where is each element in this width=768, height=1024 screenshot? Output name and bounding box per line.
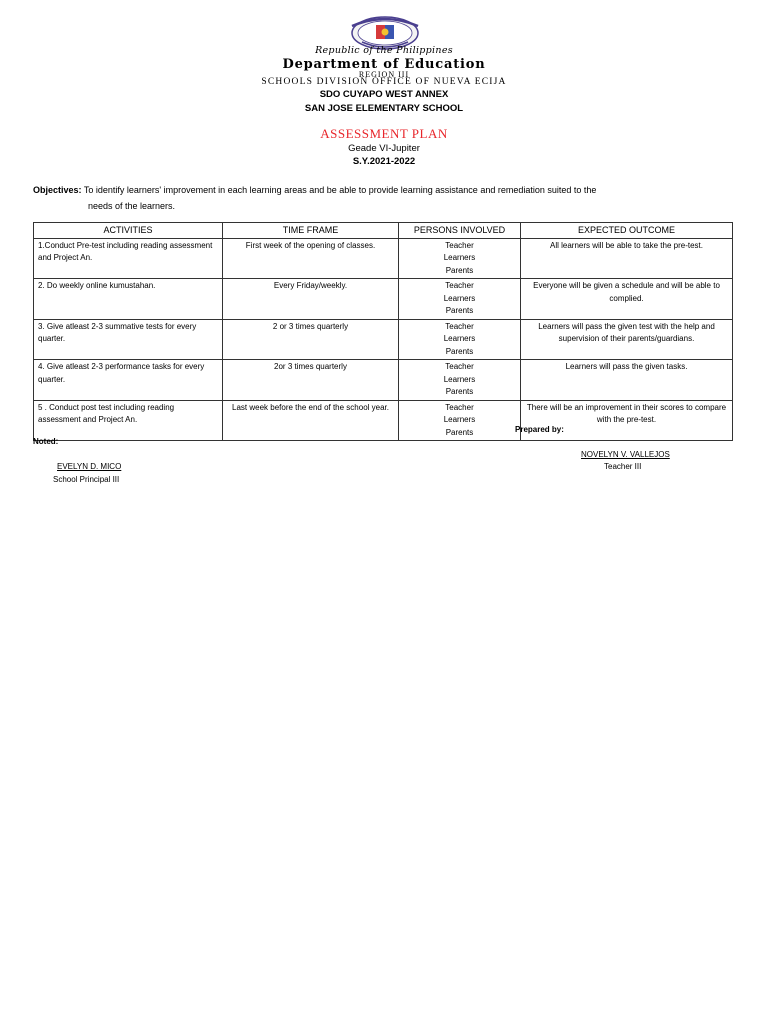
activity-cell: 1.Conduct Pre-test including reading assessment and Project An. xyxy=(34,238,223,279)
time-frame-cell: First week of the opening of classes. xyxy=(223,238,399,279)
table-row xyxy=(34,319,733,360)
activity-cell: 4. Give atleast 2-3 performance tasks for every quarter. xyxy=(34,360,223,401)
person-item: Learners xyxy=(443,293,476,303)
time-frame-cell: 2or 3 times quarterly xyxy=(223,360,399,401)
document-title: ASSESSMENT PLAN xyxy=(320,126,448,141)
school-name: SAN JOSE ELEMENTARY SCHOOL xyxy=(304,103,464,114)
activity-cell: 2. Do weekly online kumustahan. xyxy=(34,279,223,320)
noted-label: Noted: xyxy=(33,437,59,446)
person-item: Learners xyxy=(443,253,476,262)
header-expected-outcome: EXPECTED OUTCOME xyxy=(521,223,733,239)
activity-cell: 5 . Conduct post test including reading assessment and Project An. xyxy=(34,400,223,441)
table-row xyxy=(34,400,733,441)
region-line: REGION III xyxy=(358,70,410,79)
table-row xyxy=(34,360,733,401)
table-row xyxy=(34,279,733,320)
annex-line: SDO CUYAPO WEST ANNEX xyxy=(319,89,449,100)
objectives-label: Objectives: xyxy=(33,185,82,195)
outcome-cell: Learners will pass the given tasks. xyxy=(521,360,733,401)
person-item: Parents xyxy=(445,265,474,275)
person-item: Teacher xyxy=(445,240,474,250)
objectives-text-line1: To identify learners' improvement in each learning areas and be able to provide learning assistance and remediation suited to the xyxy=(81,185,597,195)
principal-title: School Principal III xyxy=(53,475,120,484)
person-item: Teacher xyxy=(445,321,474,331)
persons-cell xyxy=(399,400,521,441)
person-item: Learners xyxy=(443,334,476,343)
division-office-line: SCHOOLS DIVISION OFFICE OF NUEVA ECIJA xyxy=(261,77,507,87)
persons-cell xyxy=(399,279,521,320)
republic-line: Republic of the Philippines xyxy=(315,45,453,56)
persons-cell xyxy=(399,238,521,279)
school-year: S.Y.2021-2022 xyxy=(352,156,416,167)
objectives-paragraph xyxy=(33,182,713,214)
department-line: Department of Education xyxy=(282,57,486,72)
assessment-plan-table xyxy=(33,222,733,441)
prepared-by-label: Prepared by: xyxy=(515,425,564,434)
time-frame-cell: Last week before the end of the school year. xyxy=(223,400,399,441)
teacher-title: Teacher III xyxy=(604,462,642,471)
activity-cell: 3. Give atleast 2-3 summative tests for every quarter. xyxy=(34,319,223,360)
header-activities: ACTIVITIES xyxy=(34,223,223,239)
persons-cell xyxy=(399,360,521,401)
teacher-name: NOVELYN V. VALLEJOS xyxy=(581,450,670,459)
person-item: Parents xyxy=(445,346,474,356)
outcome-cell: Learners will pass the given test with the help and supervision of their parents/guardians. xyxy=(521,319,733,360)
header-time-frame: TIME FRAME xyxy=(223,223,399,239)
time-frame-cell: Every Friday/weekly. xyxy=(223,279,399,320)
person-item: Learners xyxy=(443,415,476,424)
time-frame-cell: 2 or 3 times quarterly xyxy=(223,319,399,360)
person-item: Teacher xyxy=(445,402,474,412)
persons-cell xyxy=(399,319,521,360)
person-item: Parents xyxy=(445,306,474,315)
table-row xyxy=(34,238,733,279)
outcome-cell: There will be an improvement in their scores to compare with the pre-test. xyxy=(521,400,733,441)
outcome-cell: Everyone will be given a schedule and will be able to complied. xyxy=(521,279,733,320)
grade-section: Geade VI-Jupiter xyxy=(348,143,420,154)
person-item: Teacher xyxy=(445,281,474,290)
principal-name: EVELYN D. MICO xyxy=(57,462,122,471)
outcome-cell: All learners will be able to take the pre-test. xyxy=(521,238,733,279)
person-item: Teacher xyxy=(445,362,474,371)
person-item: Learners xyxy=(443,374,476,384)
table-header-row xyxy=(34,223,733,239)
person-item: Parents xyxy=(445,427,474,437)
header-persons-involved: PERSONS INVOLVED xyxy=(399,223,521,239)
objectives-text-line2: needs of the learners. xyxy=(88,201,176,211)
person-item: Parents xyxy=(445,387,474,396)
